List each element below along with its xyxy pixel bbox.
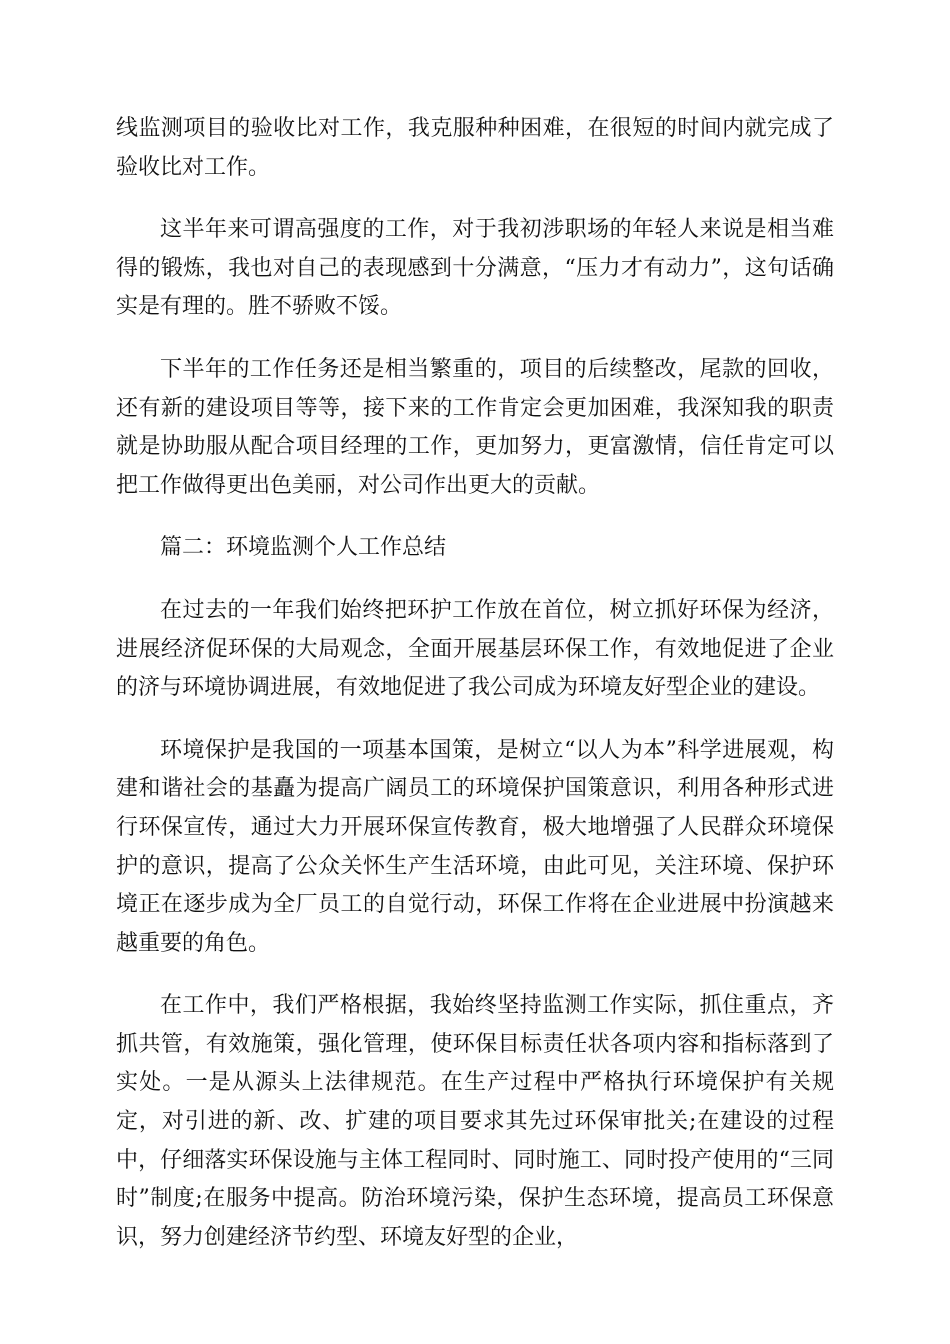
paragraph-2: 这半年来可谓高强度的工作，对于我初涉职场的年轻人来说是相当难得的锻炼，我也对自己的表现感到十分满意，“压力才有动力”，这句话确实是有理的。胜不骄败不馁。: [116, 217, 834, 320]
paragraph-5: 环境保护是我国的一项基本国策，是树立“以人为本”科学进展观，构建和谐社会的基矗为提高广阔员工的环境保护国策意识，利用各种形式进行环保宣传，通过大力开展环保宣传教育，极大地增强了人民群众环境保护的意识，提高了公众关怀生产生活环境，由此可见，关注环境、保护环境正在逐步成为全厂员工的自觉行动，环保工作将在企业进展中扮演越来越重要的角色。: [116, 737, 834, 956]
document-body: [116, 110, 834, 1257]
section-heading: 篇二：环境监测个人工作总结: [160, 535, 447, 561]
paragraph-4: 在过去的一年我们始终把环护工作放在首位，树立抓好环保为经济，进展经济促环保的大局观念，全面开展基层环保工作，有效地促进了企业的济与环境协调进展，有效地促进了我公司成为环境友好型企业的建设。: [116, 597, 834, 701]
paragraph-6: 在工作中，我们严格根据，我始终坚持监测工作实际，抓住重点，齐抓共管，有效施策，强化管理，使环保目标责任状各项内容和指标落到了实处。一是从源头上法律规范。在生产过程中严格执行环境保护有关规定，对引进的新、改、扩建的项目要求其先过环保审批关;在建设的过程中，仔细落实环保设施与主体工程同时、同时施工、同时投产使用的“三同时”制度;在服务中提高。防治环境污染，保护生态环境，提高员工环保意识，努力创建经济节约型、环境友好型的企业，: [116, 993, 834, 1250]
paragraph-3: 下半年的工作任务还是相当繁重的，项目的后续整改，尾款的回收，还有新的建设项目等等，接下来的工作肯定会更加困难，我深知我的职责就是协助服从配合项目经理的工作，更加努力，更富激情，信任肯定可以把工作做得更出色美丽，对公司作出更大的贡献。: [116, 356, 834, 498]
paragraph-1: 线监测项目的验收比对工作，我克服种种困难，在很短的时间内就完成了验收比对工作。: [116, 116, 834, 180]
